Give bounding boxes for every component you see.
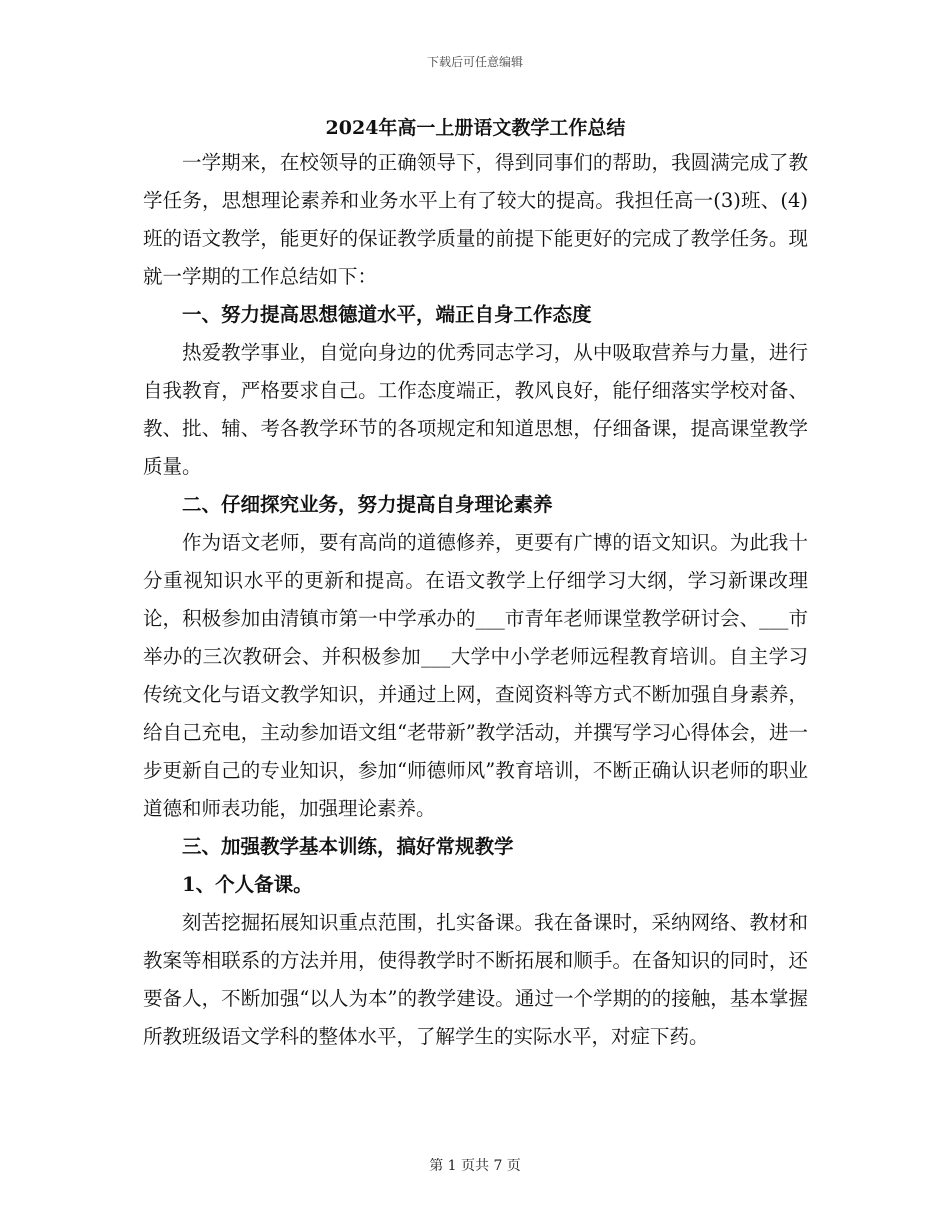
document-body: [143, 112, 808, 1056]
subsection-1-heading: 1、个人备课。: [182, 873, 313, 896]
document-title: 2024年高一上册语文教学工作总结: [325, 117, 626, 139]
subsection-1-paragraph: 刻苦挖掘拓展知识重点范围，扎实备课。我在备课时，采纳网络、教材和教案等相联系的方法并用，使得教学时不断拓展和顺手。在备知识的同时，还要备人，不断加强“以人为本”的教学建设。通过一个学期的的接触，基本掌握所教班级语文学科的整体水平，了解学生的实际水平，对症下药。: [143, 911, 808, 1048]
section-2-paragraph: 作为语文老师，要有高尚的道德修养，更要有广博的语文知识。为此我十分重视知识水平的更新和提高。在语文教学上仔细学习大纲，学习新课改理论，积极参加由清镇市第一中学承办的___市青年老师课堂教学研讨会、___市举办的三次教研会、并积极参加___大学中小学老师远程教育培训。自主学习传统文化与语文教学知识，并通过上网，查阅资料等方式不断加强自身素养，给自己充电，主动参加语文组“老带新”教学活动，并撰写学习心得体会，进一步更新自己的专业知识，参加“师德师风”教育培训，不断正确认识老师的职业道德和师表功能，加强理论素养。: [143, 531, 808, 820]
section-2-heading: 二、仔细探究业务，努力提高自身理论素养: [182, 493, 553, 516]
intro-paragraph: 一学期来，在校领导的正确领导下，得到同事们的帮助，我圆满完成了教学任务，思想理论素养和业务水平上有了较大的提高。我担任高一(3)班、(4)班的语文教学，能更好的保证教学质量的前提下能更好的完成了教学任务。现就一学期的工作总结如下：: [143, 151, 808, 288]
section-1-paragraph: 热爱教学事业，自觉向身边的优秀同志学习，从中吸取营养与力量，进行自我教育，严格要求自己。工作态度端正，教风良好，能仔细落实学校对备、教、批、辅、考各教学环节的各项规定和知道思想，仔细备课，提高课堂教学质量。: [143, 341, 808, 478]
page-header: 下载后可任意编辑: [426, 55, 523, 69]
section-1-heading: 一、努力提高思想德道水平，端正自身工作态度: [182, 303, 592, 326]
section-3-heading: 三、加强教学基本训练，搞好常规教学: [182, 835, 514, 858]
page-number: 第 1 页共 7 页: [429, 1158, 521, 1174]
